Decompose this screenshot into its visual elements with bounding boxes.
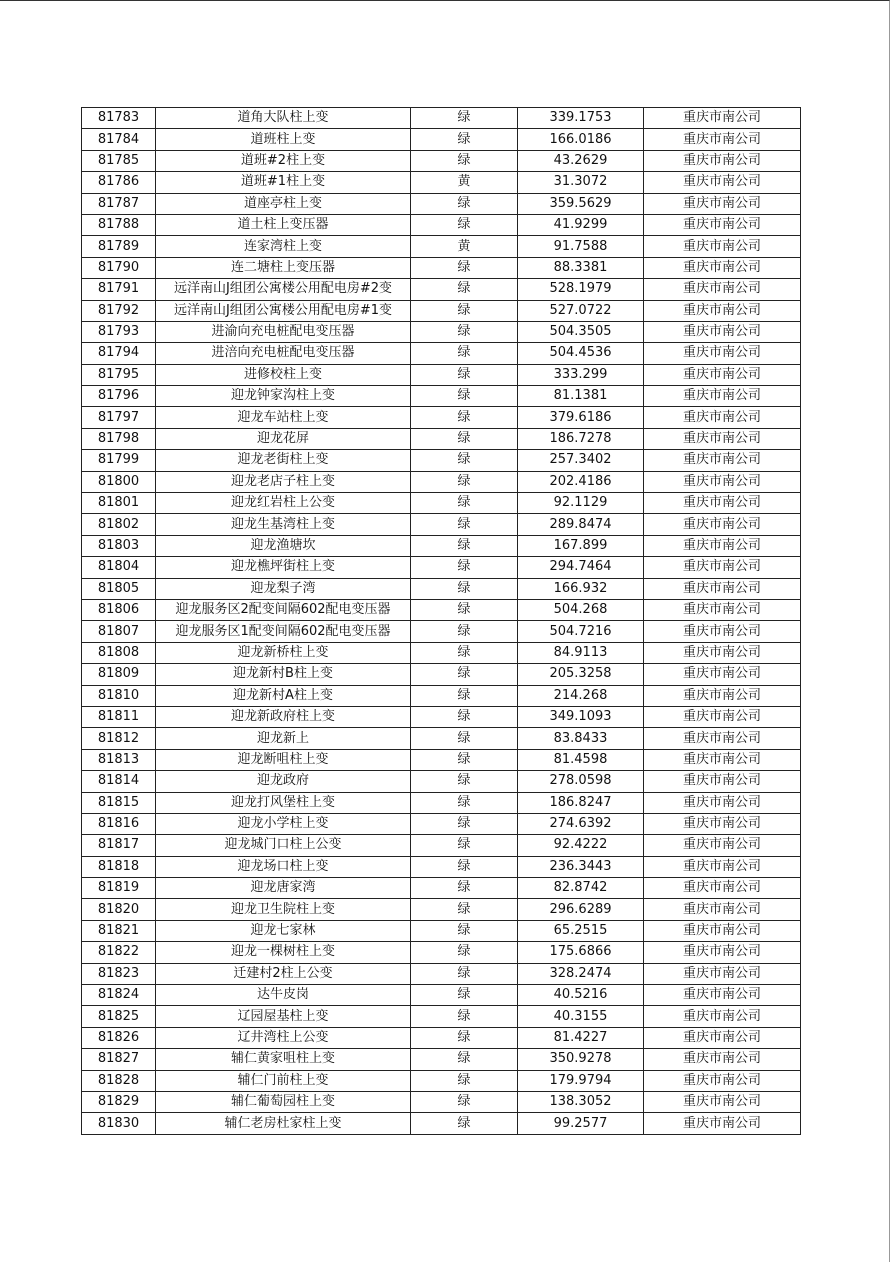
station-name-cell: 达牛皮岗 [156, 985, 411, 1006]
station-name-cell: 迎龙断咀柱上变 [156, 749, 411, 770]
station-name-cell: 迎龙新政府柱上变 [156, 706, 411, 727]
row-id-cell: 81804 [82, 557, 156, 578]
station-name-cell: 进修校柱上变 [156, 364, 411, 385]
company-cell: 重庆市南公司 [644, 386, 801, 407]
status-color-cell: 绿 [411, 150, 518, 171]
table-row [82, 279, 801, 300]
station-name-cell: 道土柱上变压器 [156, 214, 411, 235]
row-id-cell: 81783 [82, 108, 156, 129]
value-cell: 349.1093 [518, 706, 644, 727]
station-name-cell: 道座亭柱上变 [156, 193, 411, 214]
status-color-cell: 绿 [411, 771, 518, 792]
station-name-cell: 迎龙打风堡柱上变 [156, 792, 411, 813]
station-name-cell: 迎龙城门口柱上公变 [156, 835, 411, 856]
status-color-cell: 绿 [411, 514, 518, 535]
table-row [82, 813, 801, 834]
station-name-cell: 连二塘柱上变压器 [156, 257, 411, 278]
value-cell: 81.4227 [518, 1027, 644, 1048]
table-row [82, 428, 801, 449]
value-cell: 504.7216 [518, 621, 644, 642]
company-cell: 重庆市南公司 [644, 257, 801, 278]
row-id-cell: 81827 [82, 1049, 156, 1070]
station-name-cell: 迎龙七家林 [156, 920, 411, 941]
status-color-cell: 绿 [411, 578, 518, 599]
value-cell: 84.9113 [518, 642, 644, 663]
company-cell: 重庆市南公司 [644, 1027, 801, 1048]
station-name-cell: 辽井湾柱上公变 [156, 1027, 411, 1048]
company-cell: 重庆市南公司 [644, 621, 801, 642]
table-row [82, 599, 801, 620]
status-color-cell: 绿 [411, 706, 518, 727]
table-row [82, 771, 801, 792]
table-row [82, 172, 801, 193]
table-row [82, 214, 801, 235]
station-name-cell: 迎龙新上 [156, 728, 411, 749]
value-cell: 65.2515 [518, 920, 644, 941]
station-name-cell: 迁建村2柱上公变 [156, 963, 411, 984]
company-cell: 重庆市南公司 [644, 1049, 801, 1070]
status-color-cell: 绿 [411, 899, 518, 920]
value-cell: 166.932 [518, 578, 644, 599]
value-cell: 214.268 [518, 685, 644, 706]
status-color-cell: 绿 [411, 878, 518, 899]
station-name-cell: 迎龙车站柱上变 [156, 407, 411, 428]
row-id-cell: 81800 [82, 471, 156, 492]
table-row [82, 386, 801, 407]
status-color-cell: 绿 [411, 300, 518, 321]
value-cell: 504.268 [518, 599, 644, 620]
row-id-cell: 81830 [82, 1113, 156, 1134]
row-id-cell: 81808 [82, 642, 156, 663]
station-name-cell: 迎龙场口柱上变 [156, 856, 411, 877]
row-id-cell: 81799 [82, 450, 156, 471]
company-cell: 重庆市南公司 [644, 792, 801, 813]
station-name-cell: 迎龙政府 [156, 771, 411, 792]
table-row [82, 878, 801, 899]
table-row [82, 642, 801, 663]
value-cell: 167.899 [518, 535, 644, 556]
value-cell: 257.3402 [518, 450, 644, 471]
station-name-cell: 迎龙生基湾柱上变 [156, 514, 411, 535]
table-row [82, 1113, 801, 1134]
station-name-cell: 道班#1柱上变 [156, 172, 411, 193]
value-cell: 294.7464 [518, 557, 644, 578]
table-row [82, 1070, 801, 1091]
value-cell: 339.1753 [518, 108, 644, 129]
station-name-cell: 迎龙新村B柱上变 [156, 664, 411, 685]
station-name-cell: 道班#2柱上变 [156, 150, 411, 171]
company-cell: 重庆市南公司 [644, 706, 801, 727]
value-cell: 504.3505 [518, 321, 644, 342]
table-row [82, 257, 801, 278]
table-row [82, 942, 801, 963]
table-row [82, 963, 801, 984]
table-row [82, 471, 801, 492]
row-id-cell: 81822 [82, 942, 156, 963]
table-row [82, 664, 801, 685]
table-row [82, 300, 801, 321]
value-cell: 88.3381 [518, 257, 644, 278]
table-row [82, 108, 801, 129]
row-id-cell: 81825 [82, 1006, 156, 1027]
table-row [82, 706, 801, 727]
company-cell: 重庆市南公司 [644, 749, 801, 770]
station-name-cell: 辅仁门前柱上变 [156, 1070, 411, 1091]
table-row [82, 514, 801, 535]
value-cell: 81.1381 [518, 386, 644, 407]
station-name-cell: 迎龙新桥柱上变 [156, 642, 411, 663]
company-cell: 重庆市南公司 [644, 1091, 801, 1112]
status-color-cell: 绿 [411, 471, 518, 492]
table-row [82, 407, 801, 428]
station-name-cell: 辽园屋基柱上变 [156, 1006, 411, 1027]
station-name-cell: 道角大队柱上变 [156, 108, 411, 129]
value-cell: 82.8742 [518, 878, 644, 899]
status-color-cell: 绿 [411, 535, 518, 556]
row-id-cell: 81809 [82, 664, 156, 685]
table-row [82, 193, 801, 214]
table-row [82, 1006, 801, 1027]
row-id-cell: 81814 [82, 771, 156, 792]
status-color-cell: 绿 [411, 343, 518, 364]
company-cell: 重庆市南公司 [644, 450, 801, 471]
table-row [82, 343, 801, 364]
status-color-cell: 绿 [411, 792, 518, 813]
company-cell: 重庆市南公司 [644, 279, 801, 300]
company-cell: 重庆市南公司 [644, 642, 801, 663]
row-id-cell: 81810 [82, 685, 156, 706]
value-cell: 81.4598 [518, 749, 644, 770]
row-id-cell: 81794 [82, 343, 156, 364]
value-cell: 527.0722 [518, 300, 644, 321]
status-color-cell: 绿 [411, 856, 518, 877]
station-name-cell: 迎龙唐家湾 [156, 878, 411, 899]
company-cell: 重庆市南公司 [644, 343, 801, 364]
row-id-cell: 81826 [82, 1027, 156, 1048]
row-id-cell: 81785 [82, 150, 156, 171]
company-cell: 重庆市南公司 [644, 172, 801, 193]
company-cell: 重庆市南公司 [644, 150, 801, 171]
station-name-cell: 迎龙红岩柱上公变 [156, 493, 411, 514]
company-cell: 重庆市南公司 [644, 214, 801, 235]
value-cell: 296.6289 [518, 899, 644, 920]
status-color-cell: 绿 [411, 493, 518, 514]
table-row [82, 321, 801, 342]
value-cell: 92.4222 [518, 835, 644, 856]
status-color-cell: 绿 [411, 835, 518, 856]
value-cell: 379.6186 [518, 407, 644, 428]
company-cell: 重庆市南公司 [644, 364, 801, 385]
row-id-cell: 81819 [82, 878, 156, 899]
station-name-cell: 迎龙钟家沟柱上变 [156, 386, 411, 407]
status-color-cell: 绿 [411, 364, 518, 385]
company-cell: 重庆市南公司 [644, 471, 801, 492]
company-cell: 重庆市南公司 [644, 428, 801, 449]
status-color-cell: 黄 [411, 236, 518, 257]
company-cell: 重庆市南公司 [644, 129, 801, 150]
table-row [82, 364, 801, 385]
status-color-cell: 绿 [411, 279, 518, 300]
company-cell: 重庆市南公司 [644, 856, 801, 877]
value-cell: 333.299 [518, 364, 644, 385]
row-id-cell: 81820 [82, 899, 156, 920]
table-row [82, 792, 801, 813]
table-row [82, 685, 801, 706]
status-color-cell: 绿 [411, 1113, 518, 1134]
company-cell: 重庆市南公司 [644, 728, 801, 749]
table-row [82, 856, 801, 877]
status-color-cell: 绿 [411, 214, 518, 235]
company-cell: 重庆市南公司 [644, 193, 801, 214]
status-color-cell: 绿 [411, 386, 518, 407]
station-name-cell: 迎龙老街柱上变 [156, 450, 411, 471]
row-id-cell: 81787 [82, 193, 156, 214]
table-row [82, 749, 801, 770]
station-name-cell: 迎龙服务区1配变间隔602配电变压器 [156, 621, 411, 642]
company-cell: 重庆市南公司 [644, 1006, 801, 1027]
company-cell: 重庆市南公司 [644, 899, 801, 920]
value-cell: 186.7278 [518, 428, 644, 449]
status-color-cell: 绿 [411, 321, 518, 342]
status-color-cell: 绿 [411, 599, 518, 620]
status-color-cell: 绿 [411, 129, 518, 150]
status-color-cell: 黄 [411, 172, 518, 193]
value-cell: 41.9299 [518, 214, 644, 235]
row-id-cell: 81811 [82, 706, 156, 727]
row-id-cell: 81824 [82, 985, 156, 1006]
row-id-cell: 81818 [82, 856, 156, 877]
company-cell: 重庆市南公司 [644, 942, 801, 963]
value-cell: 43.2629 [518, 150, 644, 171]
station-name-cell: 远洋南山J组团公寓楼公用配电房#1变 [156, 300, 411, 321]
status-color-cell: 绿 [411, 749, 518, 770]
company-cell: 重庆市南公司 [644, 771, 801, 792]
row-id-cell: 81817 [82, 835, 156, 856]
row-id-cell: 81829 [82, 1091, 156, 1112]
station-name-cell: 远洋南山J组团公寓楼公用配电房#2变 [156, 279, 411, 300]
value-cell: 186.8247 [518, 792, 644, 813]
value-cell: 350.9278 [518, 1049, 644, 1070]
table-row [82, 1049, 801, 1070]
station-name-cell: 辅仁葡萄园柱上变 [156, 1091, 411, 1112]
company-cell: 重庆市南公司 [644, 236, 801, 257]
table-row [82, 621, 801, 642]
company-cell: 重庆市南公司 [644, 599, 801, 620]
table-row [82, 1091, 801, 1112]
row-id-cell: 81790 [82, 257, 156, 278]
row-id-cell: 81784 [82, 129, 156, 150]
station-name-cell: 辅仁黄家咀柱上变 [156, 1049, 411, 1070]
row-id-cell: 81813 [82, 749, 156, 770]
station-name-cell: 迎龙新村A柱上变 [156, 685, 411, 706]
value-cell: 202.4186 [518, 471, 644, 492]
company-cell: 重庆市南公司 [644, 108, 801, 129]
value-cell: 274.6392 [518, 813, 644, 834]
row-id-cell: 81823 [82, 963, 156, 984]
table-row [82, 535, 801, 556]
company-cell: 重庆市南公司 [644, 407, 801, 428]
table-row [82, 557, 801, 578]
row-id-cell: 81806 [82, 599, 156, 620]
status-color-cell: 绿 [411, 642, 518, 663]
company-cell: 重庆市南公司 [644, 664, 801, 685]
value-cell: 40.3155 [518, 1006, 644, 1027]
company-cell: 重庆市南公司 [644, 985, 801, 1006]
table-row [82, 450, 801, 471]
row-id-cell: 81821 [82, 920, 156, 941]
company-cell: 重庆市南公司 [644, 685, 801, 706]
table-row [82, 1027, 801, 1048]
status-color-cell: 绿 [411, 664, 518, 685]
row-id-cell: 81798 [82, 428, 156, 449]
station-name-cell: 迎龙小学柱上变 [156, 813, 411, 834]
station-name-cell: 迎龙渔塘坎 [156, 535, 411, 556]
value-cell: 175.6866 [518, 942, 644, 963]
status-color-cell: 绿 [411, 985, 518, 1006]
status-color-cell: 绿 [411, 1006, 518, 1027]
row-id-cell: 81796 [82, 386, 156, 407]
station-name-cell: 迎龙一棵树柱上变 [156, 942, 411, 963]
table-row [82, 728, 801, 749]
value-cell: 92.1129 [518, 493, 644, 514]
company-cell: 重庆市南公司 [644, 963, 801, 984]
value-cell: 328.2474 [518, 963, 644, 984]
station-name-cell: 迎龙老店子柱上变 [156, 471, 411, 492]
row-id-cell: 81797 [82, 407, 156, 428]
company-cell: 重庆市南公司 [644, 578, 801, 599]
data-table [81, 107, 801, 1135]
table-row [82, 985, 801, 1006]
status-color-cell: 绿 [411, 920, 518, 941]
row-id-cell: 81807 [82, 621, 156, 642]
table-row [82, 150, 801, 171]
value-cell: 359.5629 [518, 193, 644, 214]
row-id-cell: 81792 [82, 300, 156, 321]
table-row [82, 578, 801, 599]
row-id-cell: 81805 [82, 578, 156, 599]
status-color-cell: 绿 [411, 257, 518, 278]
status-color-cell: 绿 [411, 450, 518, 471]
row-id-cell: 81803 [82, 535, 156, 556]
company-cell: 重庆市南公司 [644, 514, 801, 535]
row-id-cell: 81815 [82, 792, 156, 813]
station-name-cell: 迎龙卫生院柱上变 [156, 899, 411, 920]
company-cell: 重庆市南公司 [644, 835, 801, 856]
status-color-cell: 绿 [411, 557, 518, 578]
row-id-cell: 81816 [82, 813, 156, 834]
status-color-cell: 绿 [411, 428, 518, 449]
table-row [82, 899, 801, 920]
table-row [82, 920, 801, 941]
status-color-cell: 绿 [411, 193, 518, 214]
company-cell: 重庆市南公司 [644, 920, 801, 941]
row-id-cell: 81802 [82, 514, 156, 535]
station-name-cell: 迎龙梨子湾 [156, 578, 411, 599]
value-cell: 91.7588 [518, 236, 644, 257]
status-color-cell: 绿 [411, 1091, 518, 1112]
row-id-cell: 81788 [82, 214, 156, 235]
value-cell: 31.3072 [518, 172, 644, 193]
company-cell: 重庆市南公司 [644, 878, 801, 899]
row-id-cell: 81828 [82, 1070, 156, 1091]
station-name-cell: 进涪向充电桩配电变压器 [156, 343, 411, 364]
status-color-cell: 绿 [411, 728, 518, 749]
status-color-cell: 绿 [411, 1070, 518, 1091]
value-cell: 99.2577 [518, 1113, 644, 1134]
row-id-cell: 81795 [82, 364, 156, 385]
status-color-cell: 绿 [411, 407, 518, 428]
value-cell: 40.5216 [518, 985, 644, 1006]
row-id-cell: 81793 [82, 321, 156, 342]
value-cell: 83.8433 [518, 728, 644, 749]
station-name-cell: 进渝向充电桩配电变压器 [156, 321, 411, 342]
table-row [82, 835, 801, 856]
row-id-cell: 81791 [82, 279, 156, 300]
company-cell: 重庆市南公司 [644, 300, 801, 321]
value-cell: 289.8474 [518, 514, 644, 535]
company-cell: 重庆市南公司 [644, 1113, 801, 1134]
status-color-cell: 绿 [411, 108, 518, 129]
value-cell: 278.0598 [518, 771, 644, 792]
company-cell: 重庆市南公司 [644, 813, 801, 834]
value-cell: 179.9794 [518, 1070, 644, 1091]
company-cell: 重庆市南公司 [644, 1070, 801, 1091]
row-id-cell: 81801 [82, 493, 156, 514]
company-cell: 重庆市南公司 [644, 557, 801, 578]
company-cell: 重庆市南公司 [644, 493, 801, 514]
station-name-cell: 连家湾柱上变 [156, 236, 411, 257]
row-id-cell: 81812 [82, 728, 156, 749]
station-name-cell: 迎龙樵坪街柱上变 [156, 557, 411, 578]
table-body [82, 108, 801, 1135]
status-color-cell: 绿 [411, 685, 518, 706]
status-color-cell: 绿 [411, 621, 518, 642]
station-name-cell: 道班柱上变 [156, 129, 411, 150]
status-color-cell: 绿 [411, 942, 518, 963]
status-color-cell: 绿 [411, 963, 518, 984]
company-cell: 重庆市南公司 [644, 321, 801, 342]
status-color-cell: 绿 [411, 813, 518, 834]
row-id-cell: 81786 [82, 172, 156, 193]
value-cell: 528.1979 [518, 279, 644, 300]
value-cell: 205.3258 [518, 664, 644, 685]
value-cell: 138.3052 [518, 1091, 644, 1112]
status-color-cell: 绿 [411, 1049, 518, 1070]
table-row [82, 129, 801, 150]
status-color-cell: 绿 [411, 1027, 518, 1048]
station-name-cell: 迎龙服务区2配变间隔602配电变压器 [156, 599, 411, 620]
station-name-cell: 辅仁老房杜家柱上变 [156, 1113, 411, 1134]
station-name-cell: 迎龙花屏 [156, 428, 411, 449]
row-id-cell: 81789 [82, 236, 156, 257]
company-cell: 重庆市南公司 [644, 535, 801, 556]
value-cell: 504.4536 [518, 343, 644, 364]
value-cell: 166.0186 [518, 129, 644, 150]
table-row [82, 493, 801, 514]
table-row [82, 236, 801, 257]
value-cell: 236.3443 [518, 856, 644, 877]
